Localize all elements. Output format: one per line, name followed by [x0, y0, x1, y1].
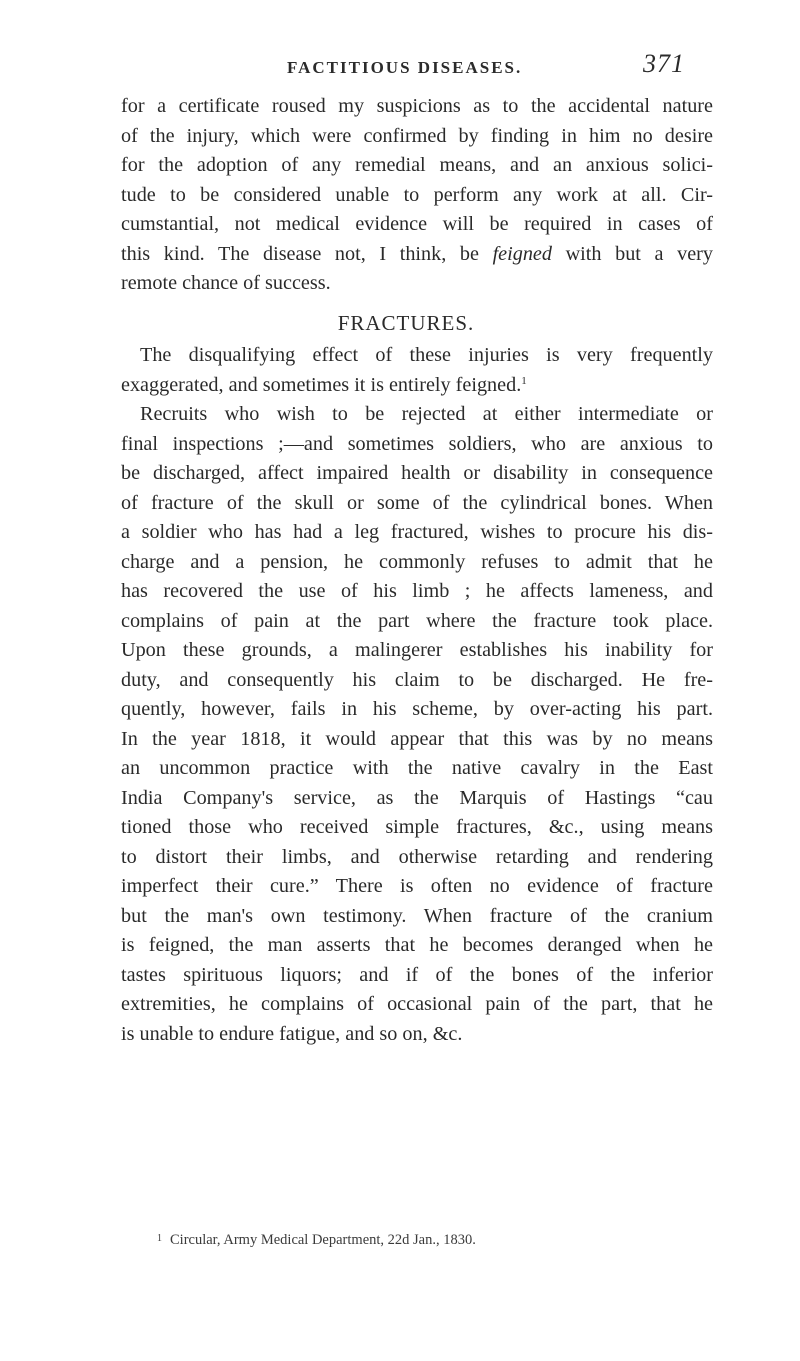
footnote-reference: 1: [521, 374, 527, 387]
text-line: Upon these grounds, a malingerer establishes his inability for: [121, 639, 713, 661]
text-segment: this kind. The disease not, I think, be: [121, 242, 493, 265]
footnote-text: Circular, Army Medical Department, 22d Jan., 1830.: [170, 1232, 476, 1248]
text-line: remote chance of success.: [121, 272, 331, 294]
text-line: [121, 371, 713, 401]
body-paragraphs: [121, 341, 713, 1049]
text-line: charge and a pension, he commonly refuses to admit that he: [121, 550, 713, 573]
text-line: but the man's own testimony. When fracture of the cranium: [121, 904, 713, 927]
text-line: In the year 1818, it would appear that this was by no means: [121, 727, 713, 750]
text-line: an uncommon practice with the native cavalry in the East: [121, 757, 713, 779]
text-line: tude to be considered unable to perform any work at all. Cir-: [121, 183, 713, 206]
text-line: quently, however, fails in his scheme, by over-acting his part.: [121, 698, 713, 720]
text-line: for a certificate roused my suspicions as to the accidental nature: [121, 95, 713, 117]
italic-word: feigned: [492, 242, 552, 265]
footnote-marker: 1: [157, 1233, 162, 1244]
text-line: [121, 240, 713, 270]
text-line: India Company's service, as the Marquis of Hastings “cau: [121, 786, 713, 809]
text-line: be discharged, affect impaired health or disability in consequence: [121, 462, 713, 484]
intro-paragraph: [121, 92, 713, 299]
text-line: a soldier who has had a leg fractured, wishes to procure his dis-: [121, 521, 713, 543]
text-line: cumstantial, not medical evidence will be required in cases of: [121, 213, 713, 235]
text-line: final inspections ;—and sometimes soldiers, who are anxious to: [121, 432, 713, 455]
text-line: extremities, he complains of occasional pain of the part, that he: [121, 993, 713, 1015]
running-title: FACTITIOUS DISEASES.: [287, 58, 523, 77]
text-line: duty, and consequently his claim to be discharged. He fre-: [121, 668, 713, 691]
text-line: is unable to endure fatigue, and so on, &c.: [121, 1022, 463, 1045]
text-line: Recruits who wish to be rejected at either intermediate or: [140, 403, 713, 425]
text-line: tioned those who received simple fractures, &c., using means: [121, 816, 713, 838]
text-line: tastes spirituous liquors; and if of the bones of the inferior: [121, 963, 713, 986]
text-line: is feigned, the man asserts that he becomes deranged when he: [121, 934, 713, 956]
text-line: imperfect their cure.” There is often no evidence of fracture: [121, 875, 713, 897]
footnote: [157, 1232, 476, 1249]
text-line: has recovered the use of his limb ; he affects lameness, and: [121, 580, 713, 602]
text-line: complains of pain at the part where the fracture took place.: [121, 609, 713, 632]
text-segment: exaggerated, and sometimes it is entirely feigned.: [121, 373, 522, 396]
text-line: The disqualifying effect of these injuries is very frequently: [140, 344, 713, 366]
page-number: 371: [643, 49, 685, 78]
text-line: for the adoption of any remedial means, and an anxious solici-: [121, 154, 713, 176]
text-line: of fracture of the skull or some of the cylindrical bones. When: [121, 491, 713, 514]
section-heading: FRACTURES.: [337, 311, 475, 335]
text-line: to distort their limbs, and otherwise retarding and rendering: [121, 845, 713, 868]
text-line: of the injury, which were confirmed by finding in him no desire: [121, 124, 713, 147]
text-segment: with but a very: [551, 242, 713, 265]
